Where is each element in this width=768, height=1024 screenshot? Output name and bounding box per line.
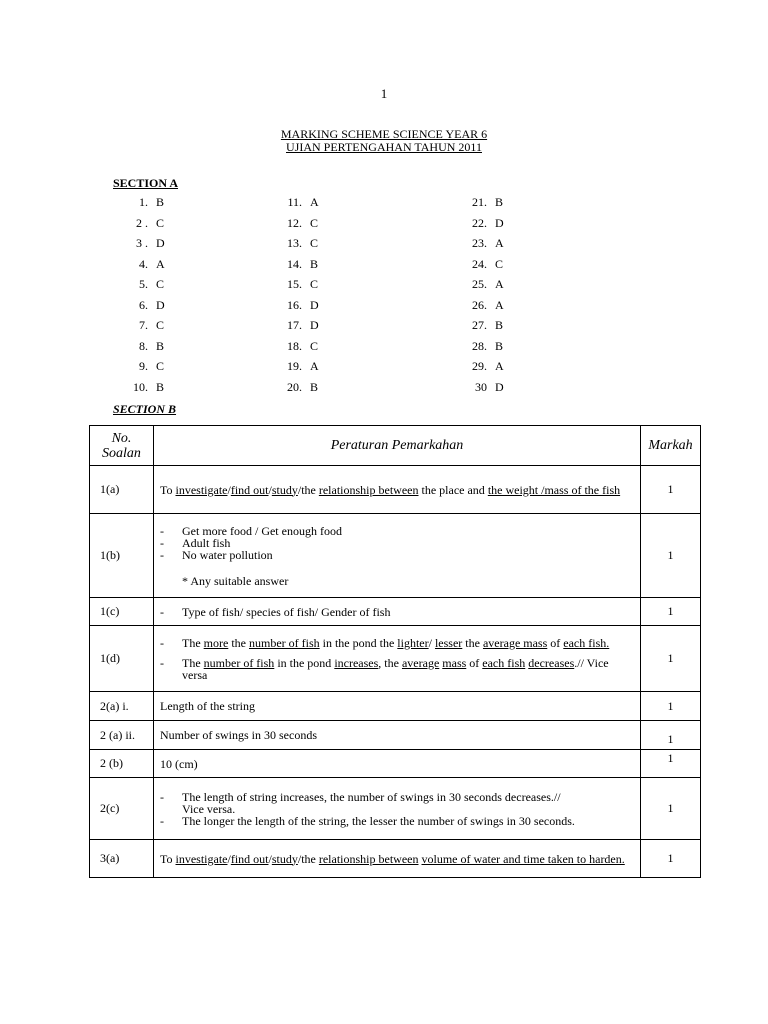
question-no: 2(a) i. <box>90 692 154 721</box>
table-row <box>90 721 701 750</box>
question-no: 2(c) <box>90 778 154 840</box>
answer-letter: C <box>310 236 319 250</box>
document-title <box>0 128 768 154</box>
answer-item <box>455 195 503 210</box>
answer-letter: C <box>310 277 319 291</box>
answer-item <box>455 216 504 231</box>
answer-letter: C <box>495 257 504 271</box>
mark: 1 <box>641 626 701 692</box>
table-row <box>90 466 701 514</box>
answer-item <box>120 216 164 231</box>
answer-number: 24. <box>472 257 487 271</box>
answer-number: 21. <box>472 195 487 209</box>
header-marking-rules: Peraturan Pemarkahan <box>154 426 641 466</box>
marking-rule: - The length of string increases, the number of swings in 30 seconds decreases.// Vice versa. - The longer the length of the string, the lesser the number of swings in 30 seconds. <box>154 778 641 840</box>
answer-letter: B <box>495 195 504 209</box>
answer-letter: D <box>310 318 319 332</box>
answer-letter: A <box>495 298 504 312</box>
answer-number: 27. <box>472 318 487 332</box>
answer-item <box>120 195 164 210</box>
mark: 1 <box>641 840 701 878</box>
answer-item <box>120 277 164 292</box>
answer-number: 2 . <box>136 216 148 230</box>
question-no: 1(a) <box>90 466 154 514</box>
answer-letter: B <box>310 380 319 394</box>
section-b-heading: SECTION B <box>113 402 177 416</box>
answer-letter: C <box>156 277 165 291</box>
question-no: 1(c) <box>90 598 154 626</box>
answer-item <box>270 298 319 313</box>
answer-number: 22. <box>472 216 487 230</box>
header-no-line-2: Soalan <box>102 445 141 461</box>
mark: 1 <box>641 750 701 778</box>
page-number: 1 <box>380 86 388 101</box>
answer-item <box>120 339 164 354</box>
answer-letter: D <box>310 298 319 312</box>
answer-item <box>120 298 165 313</box>
answer-number: 18. <box>287 339 302 353</box>
answer-item <box>455 257 503 272</box>
answer-number: 29. <box>472 359 487 373</box>
header-no-line-1: No. <box>111 430 132 446</box>
answer-number: 1. <box>139 195 148 209</box>
section-a-heading: SECTION A <box>113 176 179 190</box>
question-no: 2 (a) ii. <box>90 721 154 750</box>
answer-item <box>270 195 319 210</box>
table-row <box>90 750 701 778</box>
answer-letter: B <box>156 339 165 353</box>
question-no: 3(a) <box>90 840 154 878</box>
answer-letter: D <box>156 298 165 312</box>
answer-item <box>455 277 504 292</box>
mark: 1 <box>641 692 701 721</box>
question-no: 1(b) <box>90 514 154 598</box>
answer-item <box>270 380 318 395</box>
marking-rule: To investigate/find out/study/the relationship between the place and the weight /mass of the fish <box>154 466 641 514</box>
answer-letter: D <box>156 236 165 250</box>
answer-number: 19. <box>287 359 302 373</box>
marking-rule: 10 (cm) <box>154 750 641 778</box>
answer-letter: C <box>310 216 319 230</box>
answer-number: 17. <box>287 318 302 332</box>
answer-item <box>455 359 504 374</box>
section-a-answer-grid <box>0 195 768 405</box>
title-line-1: MARKING SCHEME SCIENCE YEAR 6 <box>280 127 488 141</box>
answer-number: 20. <box>287 380 302 394</box>
answer-item <box>270 236 318 251</box>
answer-item <box>120 236 165 251</box>
answer-item <box>120 359 164 374</box>
answer-number: 13. <box>287 236 302 250</box>
answer-item <box>270 277 318 292</box>
table-row <box>90 840 701 878</box>
answer-number: 15. <box>287 277 302 291</box>
table-row <box>90 692 701 721</box>
answer-letter: A <box>495 359 504 373</box>
mark: 1 <box>641 514 701 598</box>
answer-letter: A <box>156 257 165 271</box>
mark: 1 <box>641 466 701 514</box>
answer-letter: C <box>156 216 165 230</box>
answer-number: 16. <box>287 298 302 312</box>
answer-number: 12. <box>287 216 302 230</box>
answer-item <box>120 380 164 395</box>
question-no: 1(d) <box>90 626 154 692</box>
question-no: 2 (b) <box>90 750 154 778</box>
answer-letter: D <box>495 380 504 394</box>
answer-letter: A <box>310 195 319 209</box>
answer-letter: B <box>156 380 165 394</box>
answer-number: 9. <box>139 359 148 373</box>
answer-number: 7. <box>139 318 148 332</box>
table-row <box>90 514 701 598</box>
header-question-no <box>90 426 154 466</box>
answer-letter: B <box>495 318 504 332</box>
table-row <box>90 598 701 626</box>
answer-letter: A <box>495 236 504 250</box>
answer-item <box>455 339 503 354</box>
answer-letter: B <box>310 257 319 271</box>
answer-item <box>120 257 165 272</box>
answer-item <box>270 216 318 231</box>
marking-rule: Number of swings in 30 seconds <box>154 721 641 750</box>
title-line-2: UJIAN PERTENGAHAN TAHUN 2011 <box>286 140 482 154</box>
answer-letter: B <box>156 195 165 209</box>
mark: 1 <box>641 778 701 840</box>
mark: 1 <box>641 598 701 626</box>
mark: 1 <box>641 721 701 750</box>
answer-number: 11. <box>287 195 302 209</box>
answer-number: 26. <box>472 298 487 312</box>
answer-letter: C <box>156 318 165 332</box>
answer-number: 25. <box>472 277 487 291</box>
answer-number: 3 . <box>136 236 148 250</box>
answer-number: 6. <box>139 298 148 312</box>
answer-number: 30 <box>475 380 487 394</box>
answer-number: 8. <box>139 339 148 353</box>
table-header-row <box>90 426 701 466</box>
answer-item <box>270 257 318 272</box>
answer-number: 23. <box>472 236 487 250</box>
answer-item <box>455 318 503 333</box>
answer-number: 10. <box>133 380 148 394</box>
answer-item <box>270 339 318 354</box>
header-marks: Markah <box>641 426 701 466</box>
answer-number: 14. <box>287 257 302 271</box>
answer-number: 5. <box>139 277 148 291</box>
marking-rule: - Get more food / Get enough food - Adult fish - No water pollution * Any suitable answer <box>154 514 641 598</box>
answer-number: 4. <box>139 257 148 271</box>
answer-item <box>455 380 504 395</box>
answer-letter: C <box>310 339 319 353</box>
marking-scheme-table <box>89 425 701 878</box>
marking-rule: - The more the number of fish in the pond the lighter/ lesser the average mass of each fish. - The number of fish in the pond increases, the average mass of each fish decreases.// Vice versa <box>154 626 641 692</box>
marking-rule: - Type of fish/ species of fish/ Gender of fish <box>154 598 641 626</box>
answer-letter: B <box>495 339 504 353</box>
answer-item <box>270 359 319 374</box>
answer-letter: A <box>495 277 504 291</box>
marking-rule: Length of the string <box>154 692 641 721</box>
answer-letter: D <box>495 216 504 230</box>
answer-item <box>455 236 504 251</box>
answer-number: 28. <box>472 339 487 353</box>
answer-letter: A <box>310 359 319 373</box>
answer-letter: C <box>156 359 165 373</box>
answer-item <box>270 318 319 333</box>
table-row <box>90 626 701 692</box>
answer-item <box>120 318 164 333</box>
table-row <box>90 778 701 840</box>
answer-item <box>455 298 504 313</box>
marking-rule: To investigate/find out/study/the relationship between volume of water and time taken to harden. <box>154 840 641 878</box>
